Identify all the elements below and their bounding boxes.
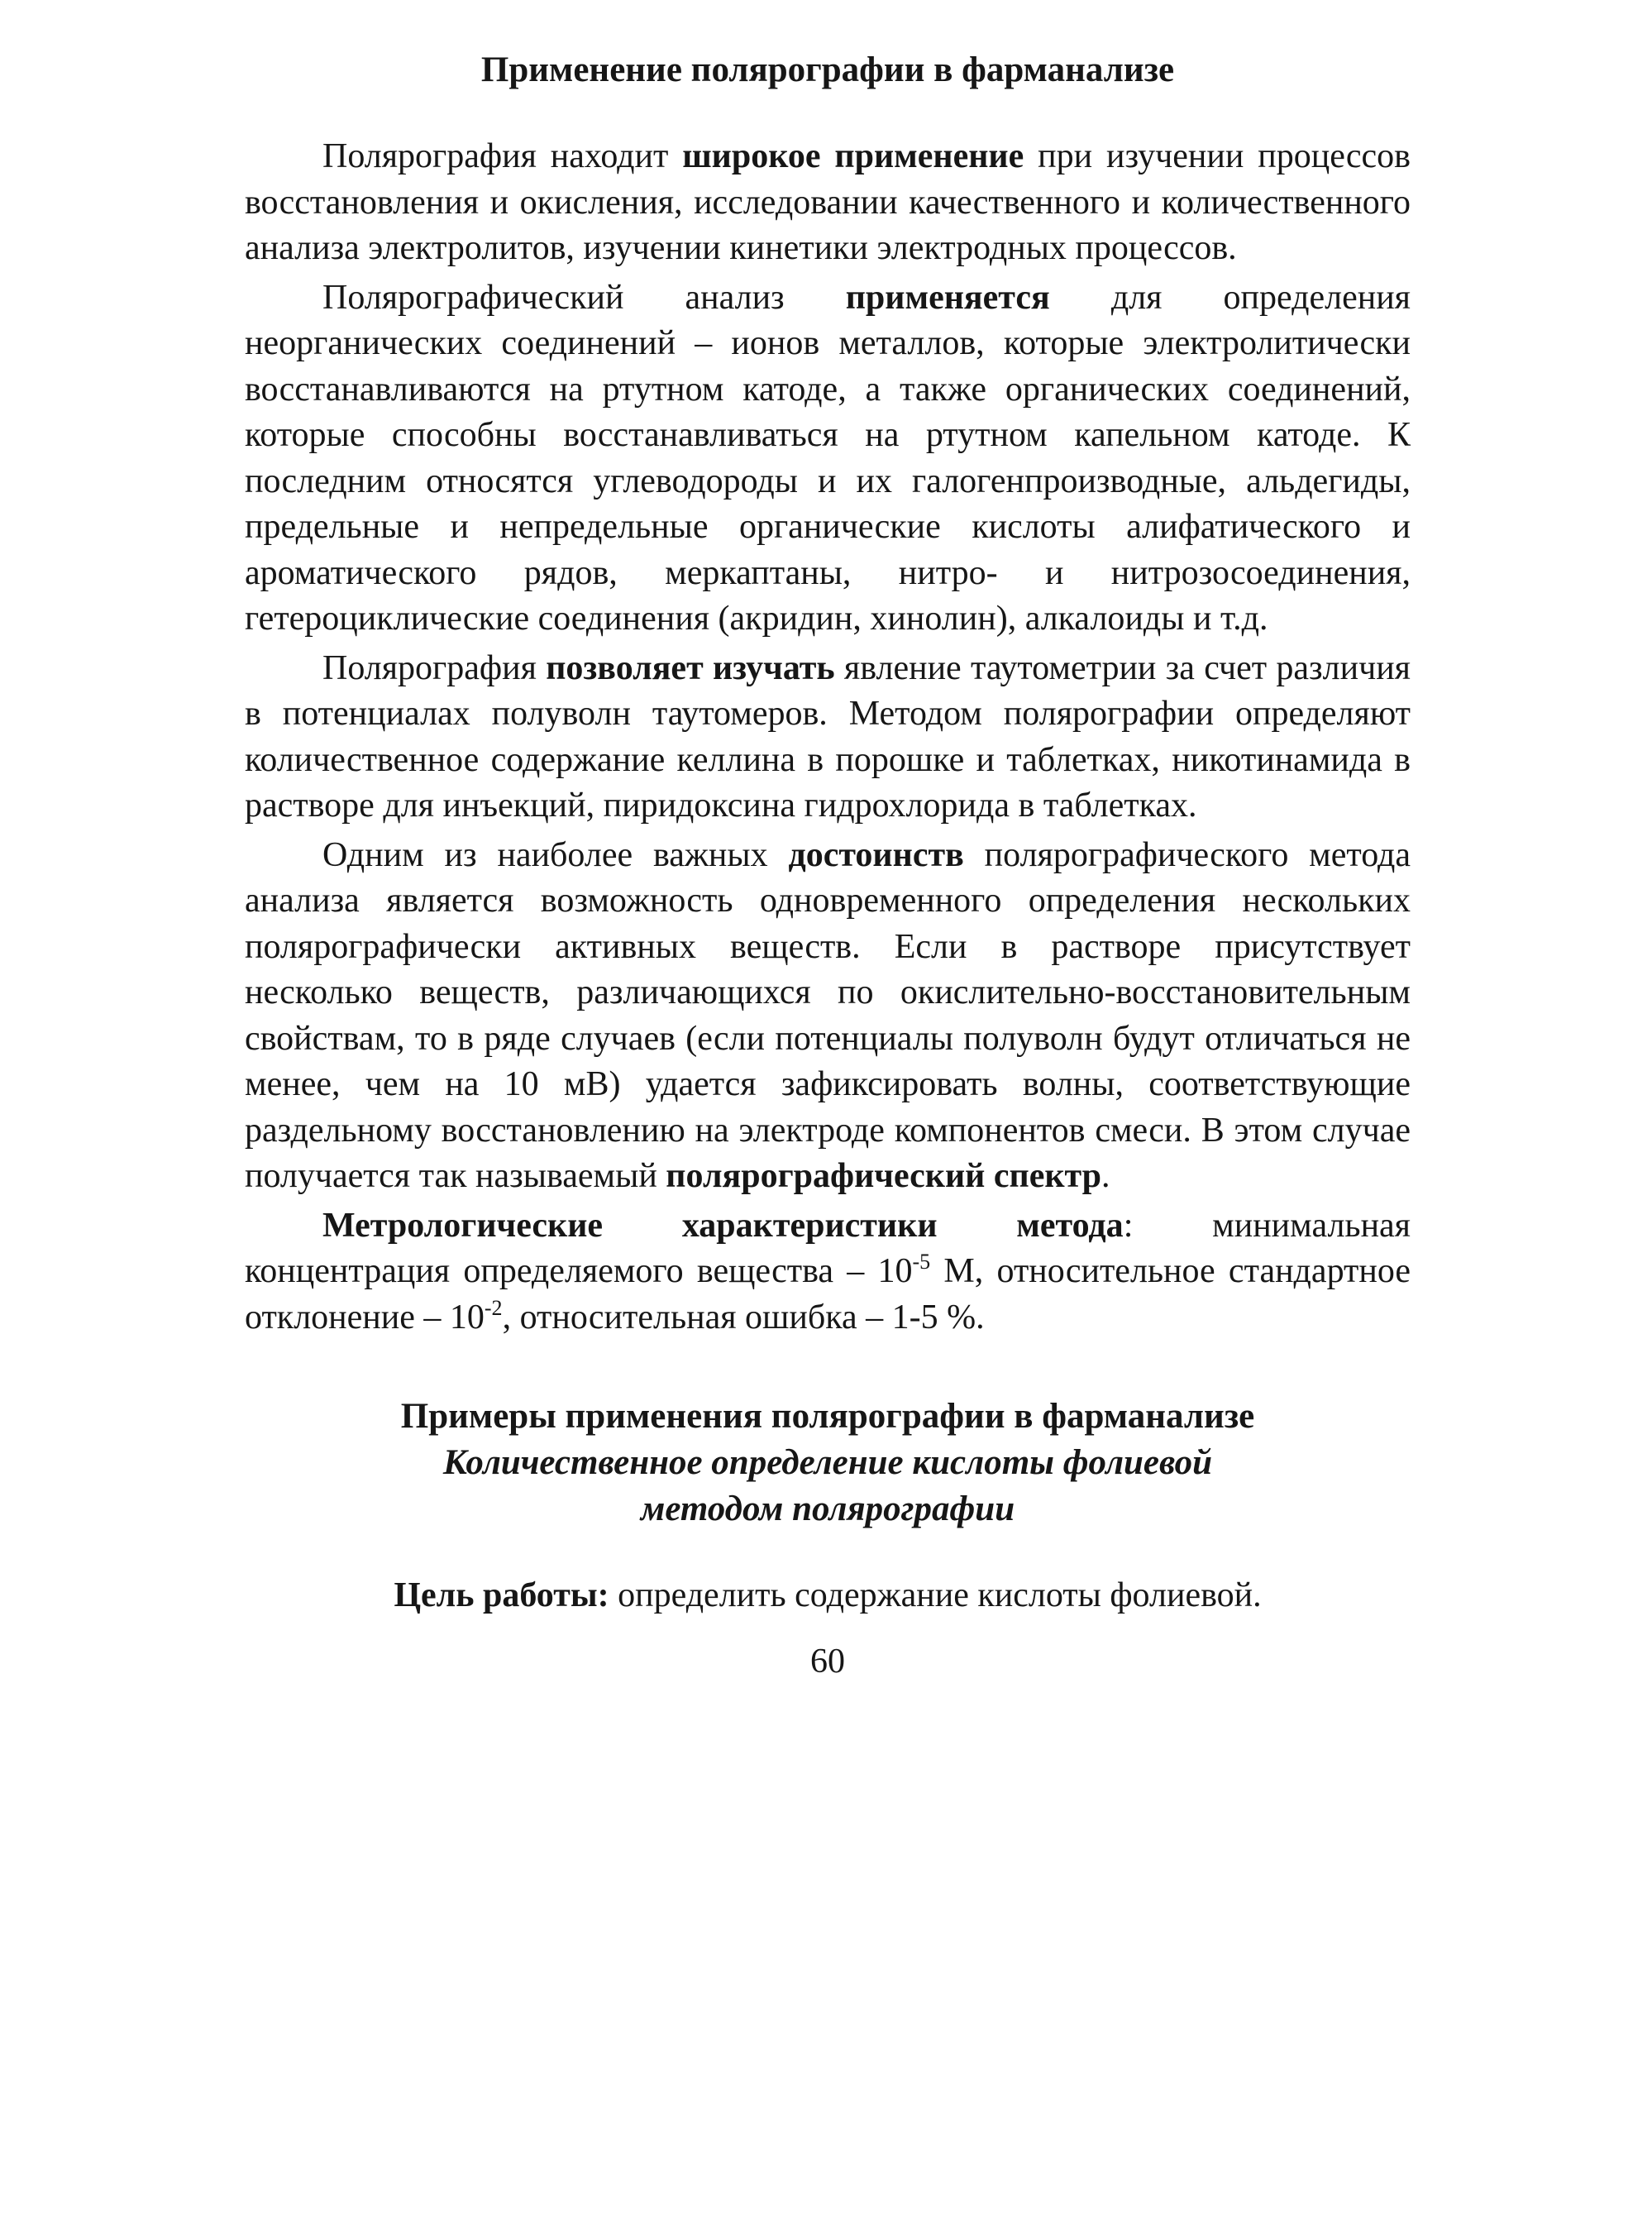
paragraph-1 — [245, 134, 1411, 272]
paragraph-3 — [245, 646, 1411, 830]
section-title: Примеры применения полярографии в фарманализе — [400, 1397, 1255, 1436]
paragraph-4 — [245, 833, 1411, 1200]
page-title: Применение полярографии в фарманализе — [480, 50, 1175, 89]
page — [245, 46, 1411, 1685]
paragraph-1-text-1: Полярография находит — [322, 137, 683, 175]
paragraph-5-text-3: , относительная ошибка – 1-5 %. — [502, 1298, 985, 1336]
paragraph-1-bold-1: широкое применение — [682, 137, 1024, 175]
goal-text: определить содержание кислоты фолиевой. — [609, 1576, 1262, 1614]
section-subtitle-line-2: методом полярографии — [640, 1489, 1015, 1528]
goal-label: Цель работы: — [394, 1576, 609, 1614]
section-subtitle-line-1: Количественное определение кислоты фолиевой — [442, 1443, 1213, 1482]
paragraph-1-text-2: при изучении процессов восстановления и окисления, исследовании качественного и количественного анализа электролитов, изучении кинетики электродных процессов. — [245, 137, 1411, 267]
paragraph-5-bold-1: Метрологические характеристики метода — [322, 1206, 1124, 1245]
paragraph-4-text-2: полярографического метода анализа является возможность одновременного определения нескольких полярографически активных веществ. Если в растворе присутствует несколько веществ, различающихся по окислительно-восстановительным свойствам, то в ряде случаев (если потенциалы полуволн будут отличаться не менее, чем на 10 мВ) удается зафиксировать волны, соответствующие раздельному восстановлению на электроде компонентов смеси. В этом случае получается так называемый — [245, 835, 1411, 1195]
paragraph-2 — [245, 275, 1411, 643]
section-heading — [245, 1394, 1411, 1532]
paragraph-3-text-1: Полярография — [322, 648, 547, 687]
paragraph-3-bold-1: позволяет изучать — [546, 648, 835, 687]
paragraph-5 — [245, 1203, 1411, 1341]
goal-line — [245, 1572, 1411, 1619]
paragraph-3-text-2: явление таутометрии за счет различия в потенциалах полуволн таутомеров. Методом полярографии определяют количественное содержание келлина в порошке и таблетках, никотинамида в растворе для инъекций, пиридоксина гидрохлорида в таблетках. — [245, 648, 1411, 825]
page-number: 60 — [810, 1642, 845, 1681]
paragraph-5-sup-1: -5 — [912, 1250, 931, 1274]
paragraph-2-text-2: для определения неорганических соединений – ионов металлов, которые электролитически восстанавливаются на ртутном катоде, а также органических соединений, которые способны восстанавливаться на ртутном капельном катоде. К последним относятся углеводороды и их галогенпроизводные, альдегиды, предельные и непредельные органические кислоты алифатического и ароматического рядов, меркаптаны, нитро- и нитрозосоединения, гетероциклические соединения (акридин, хинолин), алкалоиды и т.д. — [245, 278, 1411, 638]
paragraph-2-text-1: Полярографический анализ — [322, 278, 846, 317]
paragraph-4-bold-2: полярографический спектр — [666, 1157, 1102, 1195]
paragraph-5-text-2: М, относительное стандартное отклонение – 10 — [245, 1252, 1411, 1336]
paragraph-5-sup-2: -2 — [484, 1295, 503, 1320]
paragraph-5-text-1: : минимальная концентрация определяемого вещества – 10 — [245, 1206, 1411, 1290]
paragraph-4-text-1: Одним из наиболее важных — [322, 835, 789, 874]
paragraph-4-text-3: . — [1101, 1157, 1110, 1195]
paragraph-2-bold-1: применяется — [845, 278, 1050, 317]
paragraph-4-bold-1: достоинств — [788, 835, 964, 874]
